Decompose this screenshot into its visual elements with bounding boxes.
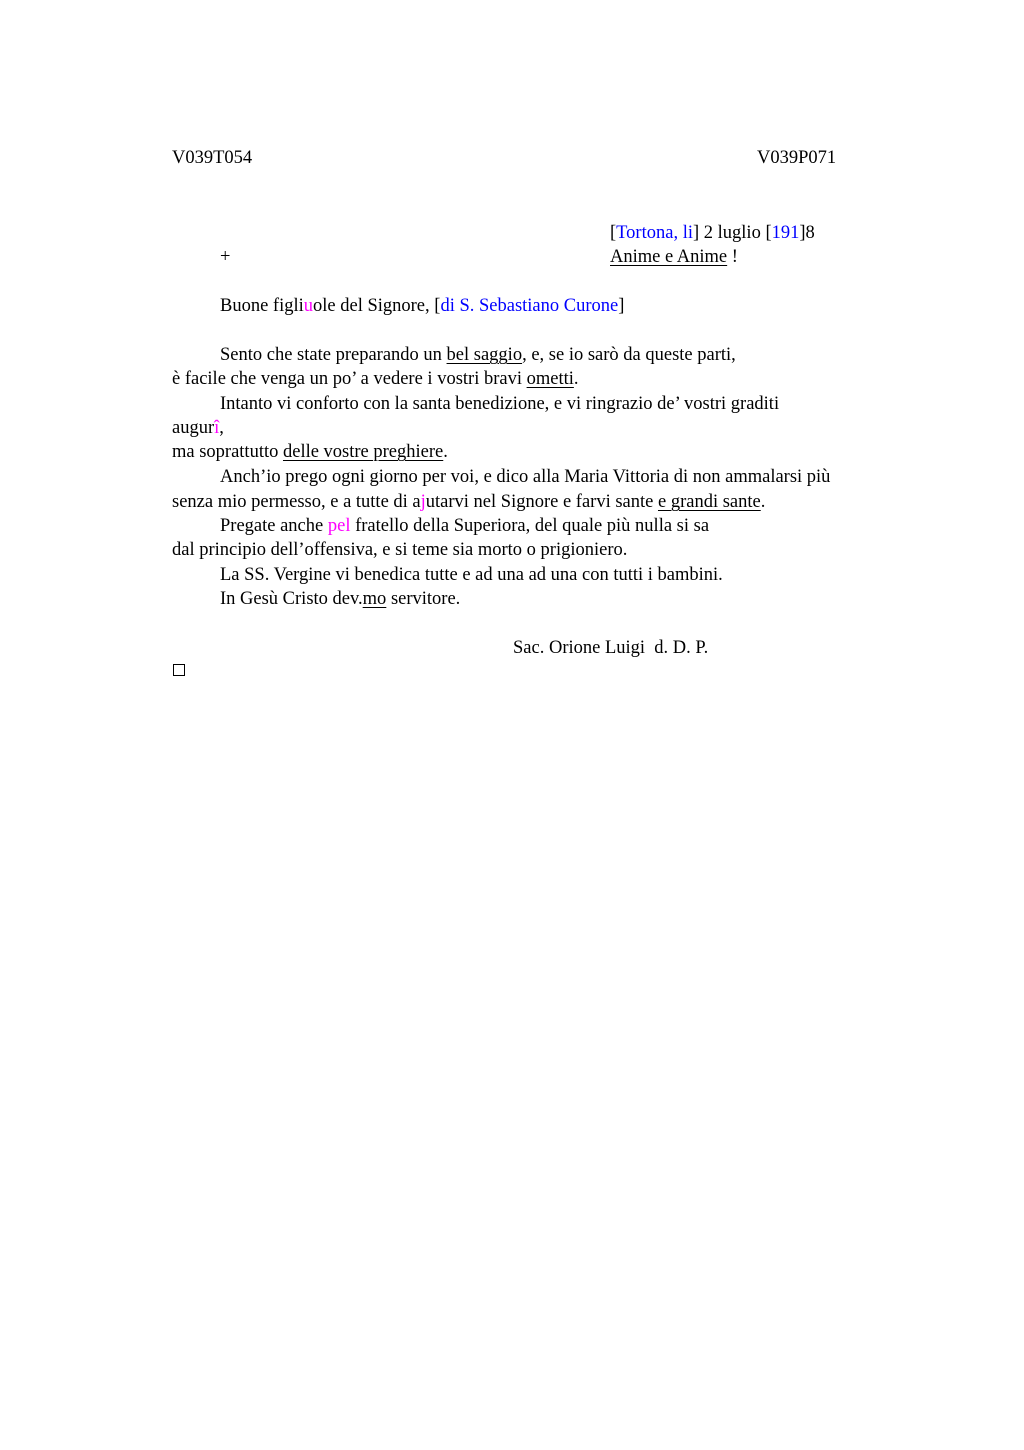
salutation: [220, 294, 624, 318]
underlined-text: ometti: [526, 369, 574, 389]
body-text: .: [443, 442, 448, 462]
body-text: fratello della Superiora, del quale più nulla si sa: [350, 516, 710, 536]
correction-text: î: [214, 418, 220, 438]
body-text: ,: [219, 418, 224, 438]
body-text: servitore.: [386, 589, 461, 609]
body-line: [220, 392, 779, 416]
body-line: [172, 416, 224, 440]
body-text: La SS. Vergine vi benedica tutte e ad una ad una con tutti i bambini.: [220, 565, 723, 585]
underlined-text: mo: [362, 589, 387, 609]
salutation-text: ]: [618, 296, 625, 316]
motto: [610, 245, 738, 269]
dateline-year-part: 191: [771, 223, 800, 243]
body-text: In Gesù Cristo dev.: [220, 589, 363, 609]
dateline: [610, 221, 815, 245]
body-text: augur: [172, 418, 215, 438]
body-line: [220, 465, 830, 489]
body-line: [220, 514, 709, 538]
underlined-text: e grandi sante: [657, 492, 761, 512]
salutation-correction: u: [303, 296, 314, 316]
salutation-text: ole del Signore, [: [313, 296, 441, 316]
document-code-right: V039P071: [757, 148, 837, 168]
body-text: .: [573, 369, 579, 389]
body-text: è facile che venga un po’ a vedere i vostri bravi: [172, 369, 527, 389]
body-line: [220, 587, 460, 611]
correction-text: pel: [327, 516, 351, 536]
salutation-text: Buone figli: [220, 296, 304, 316]
dateline-date: ] 2 luglio [: [692, 223, 772, 243]
body-text: .: [760, 492, 766, 512]
correction-text: j: [420, 492, 426, 512]
body-text: , e, se io sarò da queste parti,: [522, 345, 736, 365]
underlined-text: bel saggio: [446, 345, 523, 365]
body-line: [172, 490, 765, 514]
body-line: [172, 538, 627, 562]
body-line: [220, 343, 736, 367]
body-text: Intanto vi conforto con la santa benedizione, e vi ringrazio de’ vostri graditi: [220, 394, 780, 414]
body-text: ma soprattutto: [172, 442, 283, 462]
motto-tail: !: [727, 247, 738, 267]
signature: Sac. Orione Luigi d. D. P.: [513, 638, 709, 658]
dateline-open-bracket: [: [610, 223, 617, 243]
underlined-text: delle vostre preghiere: [282, 442, 444, 462]
dateline-place: Tortona, li: [616, 223, 693, 243]
body-line: [172, 440, 448, 464]
body-text: Pregate anche: [220, 516, 328, 536]
body-text: utarvi nel Signore e farvi sante: [425, 492, 658, 512]
body-line: [172, 367, 579, 391]
body-text: Anch’io prego ogni giorno per voi, e dico alla Maria Vittoria di non ammalarsi più: [220, 467, 831, 487]
body-text: senza mio permesso, e a tutte di a: [172, 492, 421, 512]
salutation-place: di S. Sebastiano Curone: [440, 296, 619, 316]
dateline-year-end: ]8: [799, 223, 815, 243]
body-text: Sento che state preparando un: [220, 345, 447, 365]
body-line: [220, 563, 723, 587]
body-text: dal principio dell’offensiva, e si teme sia morto o prigioniero.: [172, 540, 628, 560]
cross-mark: +: [220, 247, 231, 267]
motto-underlined: Anime e Anime: [610, 247, 728, 267]
end-mark-box: [173, 664, 185, 676]
document-code-left: V039T054: [172, 148, 253, 168]
